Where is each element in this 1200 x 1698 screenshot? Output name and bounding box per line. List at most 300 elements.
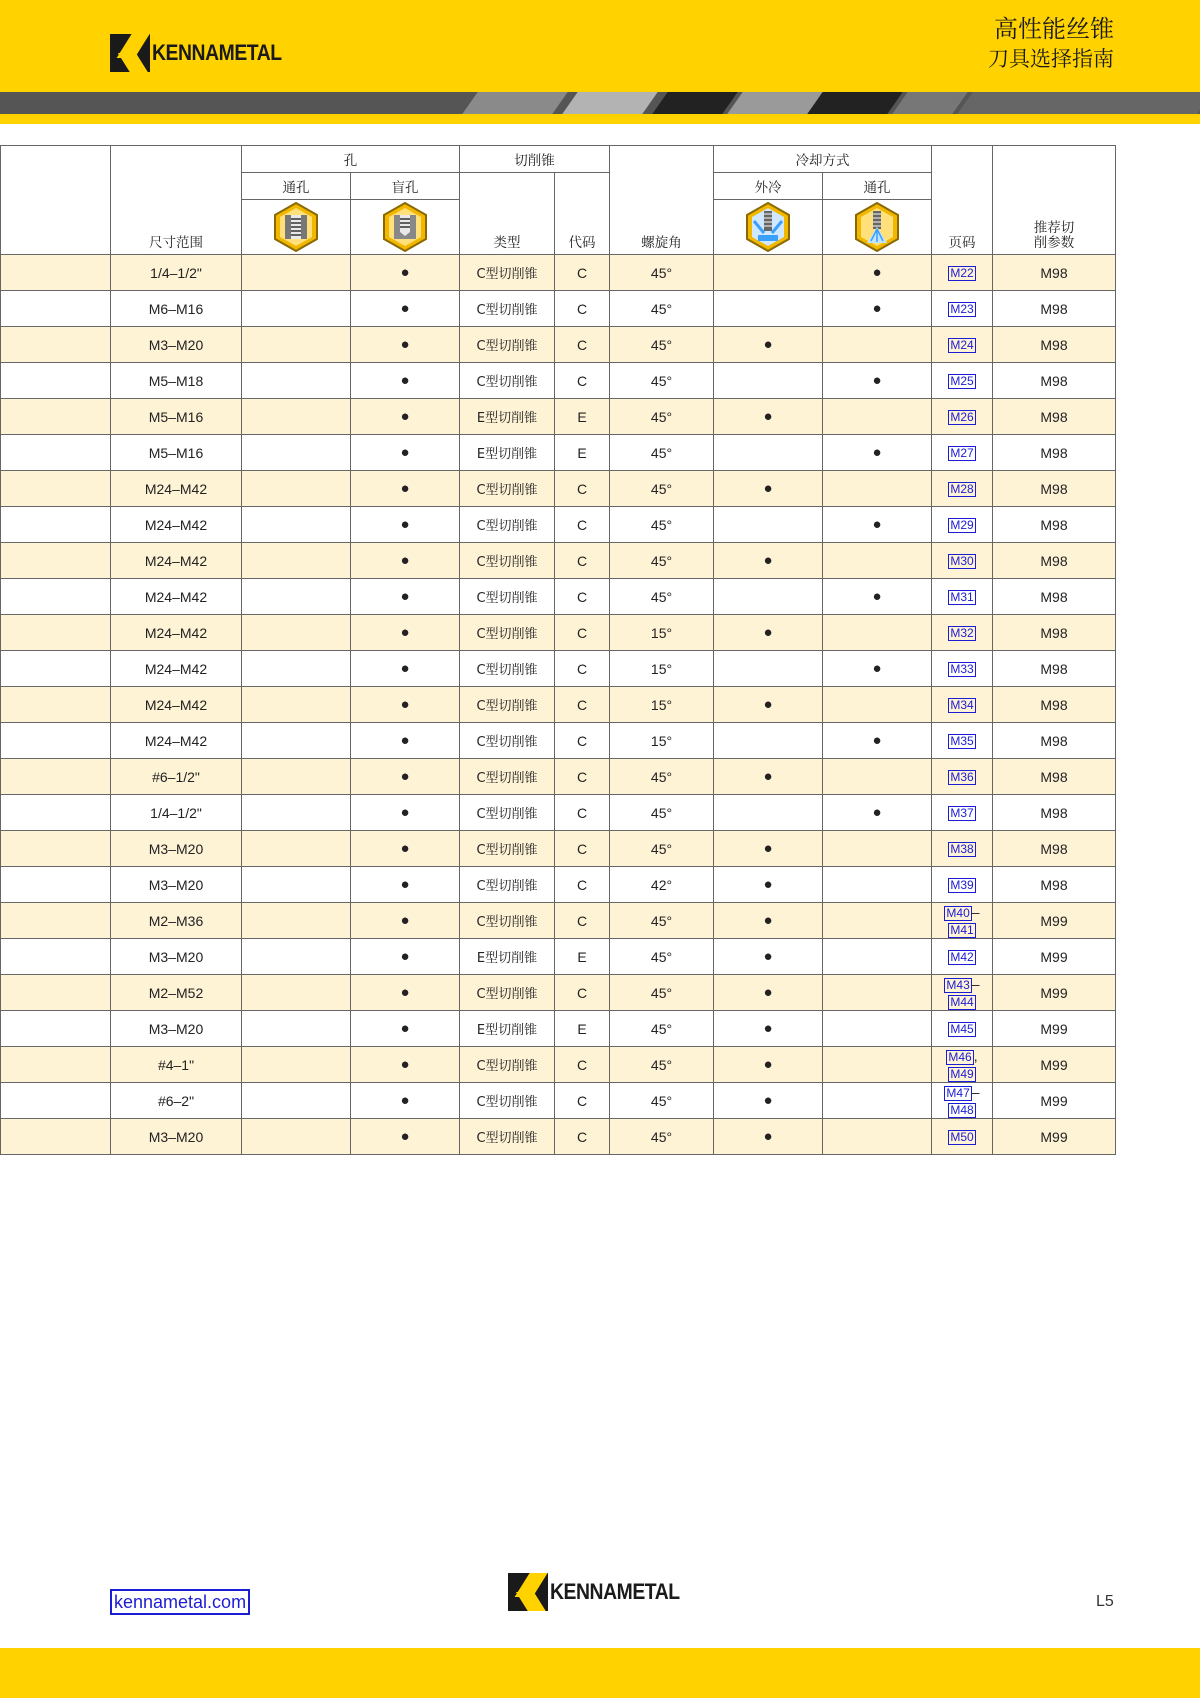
through-coolant-cell	[823, 399, 932, 435]
params-cell: M99	[993, 939, 1116, 975]
params-cell: M98	[993, 543, 1116, 579]
cutting-cone-code-cell: C	[555, 687, 610, 723]
helix-angle-cell: 45°	[610, 1011, 714, 1047]
decorative-stripe	[0, 92, 1200, 114]
kennametal-k-icon	[110, 34, 150, 72]
cutting-cone-type-cell: C型切削锥	[460, 255, 555, 291]
brand-wordmark: KENNAMETAL	[152, 40, 282, 65]
page-header	[0, 0, 1200, 92]
cutting-cone-code-cell: C	[555, 1047, 610, 1083]
page-link[interactable]: M49	[950, 1066, 974, 1081]
table-row	[1, 867, 1116, 903]
table-row	[1, 1119, 1116, 1155]
header-params-line-1: 推荐切	[1033, 220, 1075, 236]
page-cell	[932, 1011, 993, 1047]
header-code: 代码	[555, 173, 610, 255]
helix-angle-cell: 45°	[610, 435, 714, 471]
helix-angle-cell: 45°	[610, 759, 714, 795]
page-link[interactable]: M48	[950, 1102, 974, 1117]
size-range-cell: M2–M52	[111, 975, 242, 1011]
page-cell	[932, 327, 993, 363]
external-coolant-cell: ●	[714, 1047, 823, 1083]
cutting-cone-code-cell: C	[555, 363, 610, 399]
params-cell: M98	[993, 687, 1116, 723]
external-coolant-cell: ●	[714, 327, 823, 363]
external-coolant-cell	[714, 579, 823, 615]
size-range-cell: M24–M42	[111, 687, 242, 723]
through-hole-cell	[242, 1119, 351, 1155]
header-page: 页码	[932, 146, 993, 255]
blind-hole-cell: ●	[351, 651, 460, 687]
blind-hole-cell: ●	[351, 291, 460, 327]
page-link[interactable]: M26	[950, 410, 974, 424]
params-cell: M98	[993, 435, 1116, 471]
cutting-cone-type-cell: C型切削锥	[460, 507, 555, 543]
title-line-1: 高性能丝锥	[994, 15, 1114, 43]
cutting-cone-type-cell: C型切削锥	[460, 903, 555, 939]
table-row	[1, 1047, 1116, 1083]
page-title	[988, 14, 1114, 74]
cutting-cone-code-cell: C	[555, 867, 610, 903]
blank-cell	[1, 579, 111, 615]
table-row	[1, 399, 1116, 435]
params-cell: M99	[993, 1011, 1116, 1047]
blank-cell	[1, 1047, 111, 1083]
through-hole-cell	[242, 327, 351, 363]
through-hole-cell	[242, 615, 351, 651]
cutting-cone-type-cell: C型切削锥	[460, 1119, 555, 1155]
page-link[interactable]: M45	[950, 1022, 974, 1036]
page-link[interactable]: M35	[950, 734, 974, 748]
page-separator: –	[971, 975, 980, 992]
cutting-cone-type-cell: C型切削锥	[460, 1083, 555, 1119]
external-coolant-cell: ●	[714, 399, 823, 435]
helix-angle-cell: 15°	[610, 687, 714, 723]
page-cell	[932, 831, 993, 867]
through-coolant-cell	[823, 543, 932, 579]
page-cell	[932, 687, 993, 723]
table-row	[1, 903, 1116, 939]
blank-cell	[1, 831, 111, 867]
through-coolant-cell	[823, 471, 932, 507]
cutting-cone-code-cell: C	[555, 615, 610, 651]
table-row	[1, 327, 1116, 363]
cutting-cone-code-cell: C	[555, 903, 610, 939]
external-coolant-cell: ●	[714, 939, 823, 975]
table-row	[1, 507, 1116, 543]
cutting-cone-code-cell: E	[555, 399, 610, 435]
page-separator: –	[971, 1083, 980, 1100]
table-row	[1, 651, 1116, 687]
page-cell	[932, 939, 993, 975]
table-row	[1, 1011, 1116, 1047]
through-hole-cell	[242, 795, 351, 831]
blind-hole-cell: ●	[351, 903, 460, 939]
table-row	[1, 795, 1116, 831]
through-coolant-cell	[823, 327, 932, 363]
external-coolant-cell	[714, 651, 823, 687]
table-row	[1, 363, 1116, 399]
blank-cell	[1, 759, 111, 795]
page-separator: –	[971, 903, 980, 920]
page-cell	[932, 363, 993, 399]
through-hole-cell	[242, 759, 351, 795]
through-hole-cell	[242, 831, 351, 867]
blank-header	[1, 146, 111, 255]
page-link[interactable]: M27	[950, 446, 974, 460]
blank-cell	[1, 939, 111, 975]
page-link[interactable]: M30	[950, 554, 974, 568]
through-hole-cell	[242, 435, 351, 471]
page-link[interactable]: M25	[950, 374, 974, 388]
params-cell: M98	[993, 615, 1116, 651]
through-coolant-cell: ●	[823, 507, 932, 543]
external-coolant-cell: ●	[714, 687, 823, 723]
params-cell: M98	[993, 579, 1116, 615]
page-cell	[932, 399, 993, 435]
helix-angle-cell: 45°	[610, 1083, 714, 1119]
table-row	[1, 687, 1116, 723]
website-link[interactable]: kennametal.com	[110, 1589, 250, 1615]
helix-angle-cell: 15°	[610, 615, 714, 651]
cutting-cone-code-cell: C	[555, 543, 610, 579]
size-range-cell: #4–1"	[111, 1047, 242, 1083]
page-link[interactable]: M40	[946, 905, 970, 920]
external-coolant-cell: ●	[714, 1119, 823, 1155]
size-range-cell: M24–M42	[111, 471, 242, 507]
size-range-cell: #6–1/2"	[111, 759, 242, 795]
blank-cell	[1, 471, 111, 507]
blind-hole-cell: ●	[351, 939, 460, 975]
helix-angle-cell: 45°	[610, 363, 714, 399]
footer-yellow-bar	[0, 1648, 1200, 1698]
page-cell	[932, 291, 993, 327]
page-link[interactable]: M39	[950, 878, 974, 892]
params-cell: M98	[993, 399, 1116, 435]
blind-hole-cell: ●	[351, 759, 460, 795]
blank-cell	[1, 1083, 111, 1119]
page-link[interactable]: M33	[950, 662, 974, 676]
params-cell: M99	[993, 903, 1116, 939]
header-through-coolant: 通孔	[823, 173, 932, 200]
params-cell: M98	[993, 327, 1116, 363]
blind-hole-cell: ●	[351, 399, 460, 435]
cutting-cone-type-cell: C型切削锥	[460, 831, 555, 867]
params-cell: M99	[993, 1047, 1116, 1083]
table-row	[1, 759, 1116, 795]
helix-angle-cell: 45°	[610, 903, 714, 939]
page-link[interactable]: M23	[950, 302, 974, 316]
size-range-cell: M2–M36	[111, 903, 242, 939]
blind-hole-cell: ●	[351, 615, 460, 651]
cutting-cone-type-cell: E型切削锥	[460, 435, 555, 471]
params-cell: M98	[993, 759, 1116, 795]
page-link[interactable]: M41	[950, 922, 974, 937]
blind-hole-cell: ●	[351, 471, 460, 507]
blind-hole-cell: ●	[351, 255, 460, 291]
page-cell	[932, 615, 993, 651]
page-link[interactable]: M24	[950, 338, 974, 352]
helix-angle-cell: 45°	[610, 255, 714, 291]
page-link[interactable]: M47	[946, 1085, 970, 1100]
helix-angle-cell: 45°	[610, 579, 714, 615]
page-cell	[932, 723, 993, 759]
params-cell: M98	[993, 507, 1116, 543]
cutting-cone-code-cell: C	[555, 327, 610, 363]
page-link[interactable]: M44	[950, 994, 974, 1009]
blind-hole-cell: ●	[351, 543, 460, 579]
kennametal-logo	[110, 34, 299, 72]
through-coolant-cell	[823, 759, 932, 795]
through-coolant-cell	[823, 975, 932, 1011]
cutting-cone-code-cell: E	[555, 1011, 610, 1047]
helix-angle-cell: 45°	[610, 831, 714, 867]
external-coolant-icon	[744, 201, 792, 253]
page-cell	[932, 471, 993, 507]
through-hole-cell	[242, 543, 351, 579]
cutting-cone-code-cell: C	[555, 255, 610, 291]
blank-cell	[1, 975, 111, 1011]
page-link[interactable]: M29	[950, 518, 974, 532]
table-row	[1, 939, 1116, 975]
through-coolant-cell	[823, 1011, 932, 1047]
blind-hole-cell: ●	[351, 795, 460, 831]
params-cell: M98	[993, 471, 1116, 507]
blind-hole-cell: ●	[351, 831, 460, 867]
blind-hole-icon	[381, 201, 429, 253]
page-cell	[932, 651, 993, 687]
cutting-cone-type-cell: E型切削锥	[460, 399, 555, 435]
table-row	[1, 543, 1116, 579]
through-coolant-cell	[823, 939, 932, 975]
page-link[interactable]: M46	[948, 1049, 972, 1064]
page-link[interactable]: M32	[950, 626, 974, 640]
blank-cell	[1, 399, 111, 435]
cutting-cone-type-cell: C型切削锥	[460, 651, 555, 687]
external-coolant-cell: ●	[714, 831, 823, 867]
size-range-cell: M24–M42	[111, 723, 242, 759]
external-coolant-cell	[714, 255, 823, 291]
cutting-cone-code-cell: C	[555, 1119, 610, 1155]
page-link[interactable]: M22	[950, 266, 974, 280]
blank-cell	[1, 687, 111, 723]
params-cell: M99	[993, 1083, 1116, 1119]
blank-cell	[1, 327, 111, 363]
params-cell: M98	[993, 255, 1116, 291]
page-link[interactable]: M28	[950, 482, 974, 496]
page-cell	[932, 507, 993, 543]
helix-angle-cell: 45°	[610, 507, 714, 543]
table-row	[1, 975, 1116, 1011]
through-hole-cell	[242, 903, 351, 939]
cutting-cone-type-cell: C型切削锥	[460, 579, 555, 615]
blank-cell	[1, 543, 111, 579]
cutting-cone-type-cell: E型切削锥	[460, 1011, 555, 1047]
blank-cell	[1, 867, 111, 903]
blind-hole-cell: ●	[351, 363, 460, 399]
through-coolant-cell	[823, 1083, 932, 1119]
cutting-cone-type-cell: C型切削锥	[460, 327, 555, 363]
page-link[interactable]: M37	[950, 806, 974, 820]
page-link[interactable]: M31	[950, 590, 974, 604]
header-params-line-2: 削参数	[1033, 235, 1075, 251]
external-coolant-cell	[714, 507, 823, 543]
header-through-hole: 通孔	[242, 173, 351, 200]
cutting-cone-code-cell: C	[555, 831, 610, 867]
page-cell	[932, 435, 993, 471]
external-coolant-cell: ●	[714, 471, 823, 507]
page-link[interactable]: M38	[950, 842, 974, 856]
through-hole-cell	[242, 363, 351, 399]
table-row	[1, 831, 1116, 867]
cutting-cone-code-cell: C	[555, 507, 610, 543]
blank-cell	[1, 651, 111, 687]
blind-hole-cell: ●	[351, 975, 460, 1011]
external-coolant-cell: ●	[714, 759, 823, 795]
page-link[interactable]: M50	[950, 1130, 974, 1144]
page-link[interactable]: M43	[946, 977, 970, 992]
table-row	[1, 1083, 1116, 1119]
cutting-cone-code-cell: C	[555, 723, 610, 759]
size-range-cell: 1/4–1/2"	[111, 255, 242, 291]
size-range-cell: M24–M42	[111, 507, 242, 543]
helix-angle-cell: 45°	[610, 795, 714, 831]
helix-angle-cell: 45°	[610, 327, 714, 363]
blind-hole-cell: ●	[351, 687, 460, 723]
through-coolant-cell	[823, 615, 932, 651]
size-range-cell: M3–M20	[111, 831, 242, 867]
page-cell	[932, 903, 993, 939]
external-coolant-cell	[714, 291, 823, 327]
header-yellow-band	[0, 114, 1200, 124]
cutting-cone-code-cell: C	[555, 471, 610, 507]
header-type: 类型	[460, 173, 555, 255]
helix-angle-cell: 45°	[610, 939, 714, 975]
blind-hole-cell: ●	[351, 507, 460, 543]
through-hole-cell	[242, 255, 351, 291]
through-hole-icon	[272, 201, 320, 253]
cutting-cone-type-cell: C型切削锥	[460, 759, 555, 795]
blank-cell	[1, 435, 111, 471]
tap-selection-table	[0, 145, 1116, 1155]
through-hole-cell	[242, 507, 351, 543]
table-row	[1, 579, 1116, 615]
table-row	[1, 471, 1116, 507]
footer-kennametal-k-icon	[508, 1573, 548, 1611]
through-coolant-cell	[823, 687, 932, 723]
through-coolant-cell: ●	[823, 363, 932, 399]
through-coolant-cell: ●	[823, 795, 932, 831]
external-coolant-cell	[714, 435, 823, 471]
size-range-cell: M5–M16	[111, 435, 242, 471]
cutting-cone-code-cell: C	[555, 651, 610, 687]
size-range-cell: M3–M20	[111, 1119, 242, 1155]
size-range-cell: M5–M18	[111, 363, 242, 399]
size-range-cell: M24–M42	[111, 543, 242, 579]
size-range-cell: M3–M20	[111, 939, 242, 975]
table-row	[1, 255, 1116, 291]
through-hole-cell	[242, 579, 351, 615]
through-coolant-cell	[823, 867, 932, 903]
params-cell: M98	[993, 363, 1116, 399]
blank-cell	[1, 1011, 111, 1047]
cutting-cone-type-cell: C型切削锥	[460, 795, 555, 831]
page-cell	[932, 543, 993, 579]
page-link[interactable]: M34	[950, 698, 974, 712]
blind-hole-cell: ●	[351, 1011, 460, 1047]
blank-cell	[1, 795, 111, 831]
header-external-coolant: 外冷	[714, 173, 823, 200]
through-hole-cell	[242, 1011, 351, 1047]
page-link[interactable]: M36	[950, 770, 974, 784]
blind-hole-cell: ●	[351, 1083, 460, 1119]
header-hole: 孔	[242, 146, 460, 173]
through-coolant-cell: ●	[823, 291, 932, 327]
through-coolant-icon-cell	[823, 200, 932, 255]
blank-cell	[1, 723, 111, 759]
blind-hole-cell: ●	[351, 1047, 460, 1083]
size-range-cell: M5–M16	[111, 399, 242, 435]
through-coolant-cell: ●	[823, 723, 932, 759]
external-coolant-cell	[714, 723, 823, 759]
table-row	[1, 435, 1116, 471]
header-helix-angle: 螺旋角	[610, 146, 714, 255]
through-hole-cell	[242, 471, 351, 507]
table-row	[1, 615, 1116, 651]
helix-angle-cell: 45°	[610, 1047, 714, 1083]
blank-cell	[1, 255, 111, 291]
blind-hole-cell: ●	[351, 579, 460, 615]
size-range-cell: #6–2"	[111, 1083, 242, 1119]
external-coolant-cell: ●	[714, 543, 823, 579]
blind-hole-icon-cell	[351, 200, 460, 255]
page-cell	[932, 975, 993, 1011]
through-hole-cell	[242, 291, 351, 327]
external-coolant-cell: ●	[714, 975, 823, 1011]
external-coolant-cell: ●	[714, 1011, 823, 1047]
through-coolant-cell: ●	[823, 255, 932, 291]
cutting-cone-type-cell: E型切削锥	[460, 939, 555, 975]
page-number: L5	[1096, 1593, 1114, 1610]
through-coolant-cell	[823, 1119, 932, 1155]
cutting-cone-type-cell: C型切削锥	[460, 723, 555, 759]
through-hole-cell	[242, 651, 351, 687]
page-cell	[932, 1083, 993, 1119]
cutting-cone-type-cell: C型切削锥	[460, 291, 555, 327]
helix-angle-cell: 45°	[610, 975, 714, 1011]
cutting-cone-code-cell: C	[555, 579, 610, 615]
external-coolant-icon-cell	[714, 200, 823, 255]
blank-cell	[1, 903, 111, 939]
through-hole-cell	[242, 975, 351, 1011]
cutting-cone-code-cell: E	[555, 435, 610, 471]
external-coolant-cell: ●	[714, 615, 823, 651]
blind-hole-cell: ●	[351, 327, 460, 363]
cutting-cone-type-cell: C型切削锥	[460, 471, 555, 507]
page-cell	[932, 579, 993, 615]
through-hole-cell	[242, 399, 351, 435]
footer-kennametal-logo	[508, 1573, 697, 1611]
cutting-cone-type-cell: C型切削锥	[460, 615, 555, 651]
through-coolant-cell: ●	[823, 435, 932, 471]
cutting-cone-code-cell: C	[555, 291, 610, 327]
external-coolant-cell: ●	[714, 1083, 823, 1119]
blank-cell	[1, 291, 111, 327]
page-cell	[932, 867, 993, 903]
cutting-cone-type-cell: C型切削锥	[460, 363, 555, 399]
page-link[interactable]: M42	[950, 950, 974, 964]
helix-angle-cell: 15°	[610, 723, 714, 759]
